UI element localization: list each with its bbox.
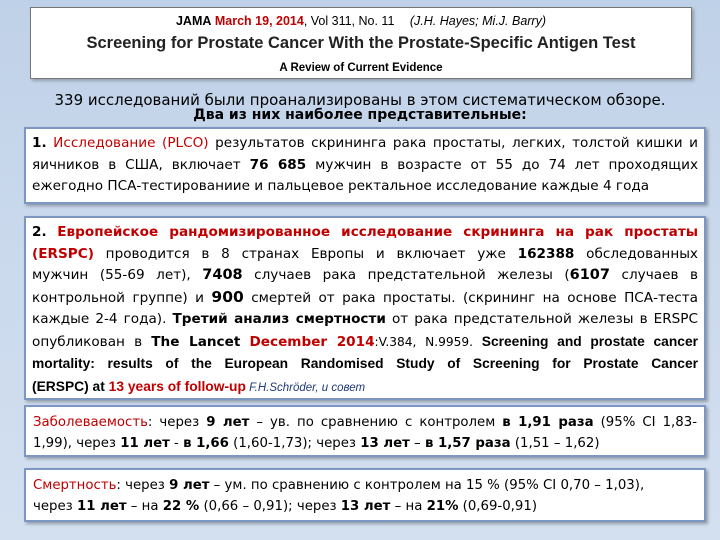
incidence-11y: 11 лет <box>120 436 170 451</box>
incidence-line-2 <box>33 433 697 454</box>
incidence-ratio-9y: в 1,91 раза <box>502 415 594 430</box>
study2-followup: 13 years of follow-up <box>108 378 246 394</box>
study2-text-i: каждые 2-4 года). <box>32 311 173 327</box>
mortality-text-a: : через <box>116 478 170 493</box>
mortality-pct-13y: 21% <box>426 499 459 514</box>
mortality-text-e: (0,66 – 0,91); через <box>199 499 341 514</box>
article-subtitle: A Review of Current Evidence <box>279 62 443 74</box>
citation-line <box>31 14 691 28</box>
study2-paper-title-b: mortality: results of the European Randomised Study of Screening for Prostate Cancer <box>32 356 698 371</box>
study2-paper-title-c: (ERSPC) at <box>32 378 109 394</box>
study2-text-c: обследованных <box>574 245 698 262</box>
volume-info: , Vol 311, No. 11 <box>303 14 395 28</box>
incidence-text-d: 1,99), через <box>33 436 121 451</box>
study1-number: 1. <box>32 135 47 151</box>
study2-volume: :V.384, N.9959. <box>374 334 482 349</box>
study1-name: Исследование (PLCO) <box>53 135 209 151</box>
intro-line-2: Два из них наиболее представительные: <box>193 107 527 123</box>
mortality-label: Смертность <box>33 478 117 493</box>
incidence-text-f: (1,60-1,73); через <box>228 436 361 451</box>
mortality-pct-11y: 22 % <box>162 499 200 514</box>
study2-paper-title-a: Screening and prostate cancer <box>481 333 698 349</box>
study2-text-f: случаев в <box>609 267 698 283</box>
study1-line-2 <box>32 155 698 177</box>
study2-line-6 <box>32 331 698 354</box>
study2-number: 2. <box>32 224 47 240</box>
incidence-text-e: - <box>169 436 184 451</box>
incidence-line-1 <box>33 412 697 433</box>
header-box <box>30 7 692 79</box>
study2-text-b: странах Европы и включает уже <box>229 245 518 262</box>
study2-line-3 <box>32 265 698 287</box>
study2-mortality-analysis: Третий анализ смертности <box>172 311 386 327</box>
study1-text-b: яичников в США, включает <box>32 156 250 173</box>
study2-name: Европейское рандомизированное исследование скрининга на рак простаты <box>57 224 698 240</box>
study2-journal: The Lancet <box>151 333 241 350</box>
study2-text-j: от рака предстательной железы в ERSPC <box>385 311 698 327</box>
incidence-text-h: (1,51 – 1,62) <box>510 436 600 451</box>
study2-enrolled: 162388 <box>517 245 575 262</box>
mortality-text-g: (0,69-0,91) <box>458 499 538 514</box>
study1-text-a: результатов скрининга рака простаты, легких, толстой кишки и <box>208 135 699 151</box>
study2-cases: 7408 <box>202 267 243 283</box>
mortality-box <box>24 468 706 522</box>
study2-text-g: контрольной группе) и <box>32 289 212 306</box>
study2-line-7 <box>32 353 698 376</box>
study2-text-a: проводится в <box>93 245 222 262</box>
study2-pub-date: December 2014 <box>249 333 375 350</box>
incidence-ratio-13y: в 1,57 раза <box>424 436 511 451</box>
study2-line-8 <box>32 376 698 400</box>
study-erspc-box <box>24 216 706 400</box>
incidence-13y: 13 лет <box>360 436 410 451</box>
study1-text-c: мужчин в возрасте от 55 до 74 лет проходящих <box>306 156 698 173</box>
incidence-text-a: : через <box>147 415 207 430</box>
mortality-line-1 <box>33 475 697 496</box>
study2-line-1 <box>32 222 698 244</box>
article-title: Screening for Prostate Cancer With the Prostate-Specific Antigen Test <box>86 34 636 52</box>
study2-line-4 <box>32 287 698 310</box>
mortality-text-c: через <box>33 499 77 514</box>
incidence-text-g: – <box>409 436 425 451</box>
mortality-line-2 <box>33 496 697 517</box>
incidence-text-b: – ув. по сравнению с контролем <box>249 415 503 430</box>
study2-paper-authors: F.H.Schröder, и совет <box>245 381 366 394</box>
study2-acronym: (ERSPC) <box>32 245 94 262</box>
incidence-ratio-11y: в 1,66 <box>183 436 229 451</box>
study2-text-h: смертей от рака простаты. (скрининг на основе ПСА-теста <box>243 289 699 306</box>
incidence-9y: 9 лет <box>206 415 250 430</box>
study1-count: 76 685 <box>249 156 307 173</box>
article-authors: (J.H. Hayes; Mi.J. Barry) <box>409 14 547 28</box>
study2-text-d: мужчин (55-69 лет), <box>32 267 203 283</box>
study2-line-2 <box>32 244 698 266</box>
study2-text-k: опубликован в <box>32 333 152 350</box>
mortality-text-d: – на <box>126 499 163 514</box>
study2-text-e: случаев рака предстательной железы ( <box>242 267 570 283</box>
mortality-11y: 11 лет <box>76 499 127 514</box>
study2-line-5 <box>32 309 698 331</box>
incidence-box <box>24 405 706 457</box>
publication-date: March 19, 2014 <box>214 14 304 28</box>
incidence-text-c: (95% CI 1,83- <box>593 415 697 430</box>
study2-control-cases: 6107 <box>569 267 610 283</box>
incidence-label: Заболеваемость <box>33 415 148 430</box>
study2-deaths: 900 <box>211 287 244 306</box>
mortality-text-f: – на <box>390 499 427 514</box>
study2-countries: 8 <box>221 245 230 262</box>
mortality-9y: 9 лет <box>169 478 210 493</box>
study-plco-box <box>24 127 706 204</box>
study1-line-3: ежегодно ПСА-тестированиие и пальцевое ректальное исследование каждые 4 года <box>32 178 650 194</box>
mortality-13y: 13 лет <box>340 499 391 514</box>
intro-line-1: 339 исследований были проанализированы в этом систематическом обзоре. <box>54 91 666 109</box>
mortality-text-b: – ум. по сравнению с контролем на 15 % (95% CI 0,70 – 1,03), <box>209 478 645 493</box>
journal-name: JAMA <box>175 14 212 28</box>
study1-line-1 <box>32 133 698 155</box>
